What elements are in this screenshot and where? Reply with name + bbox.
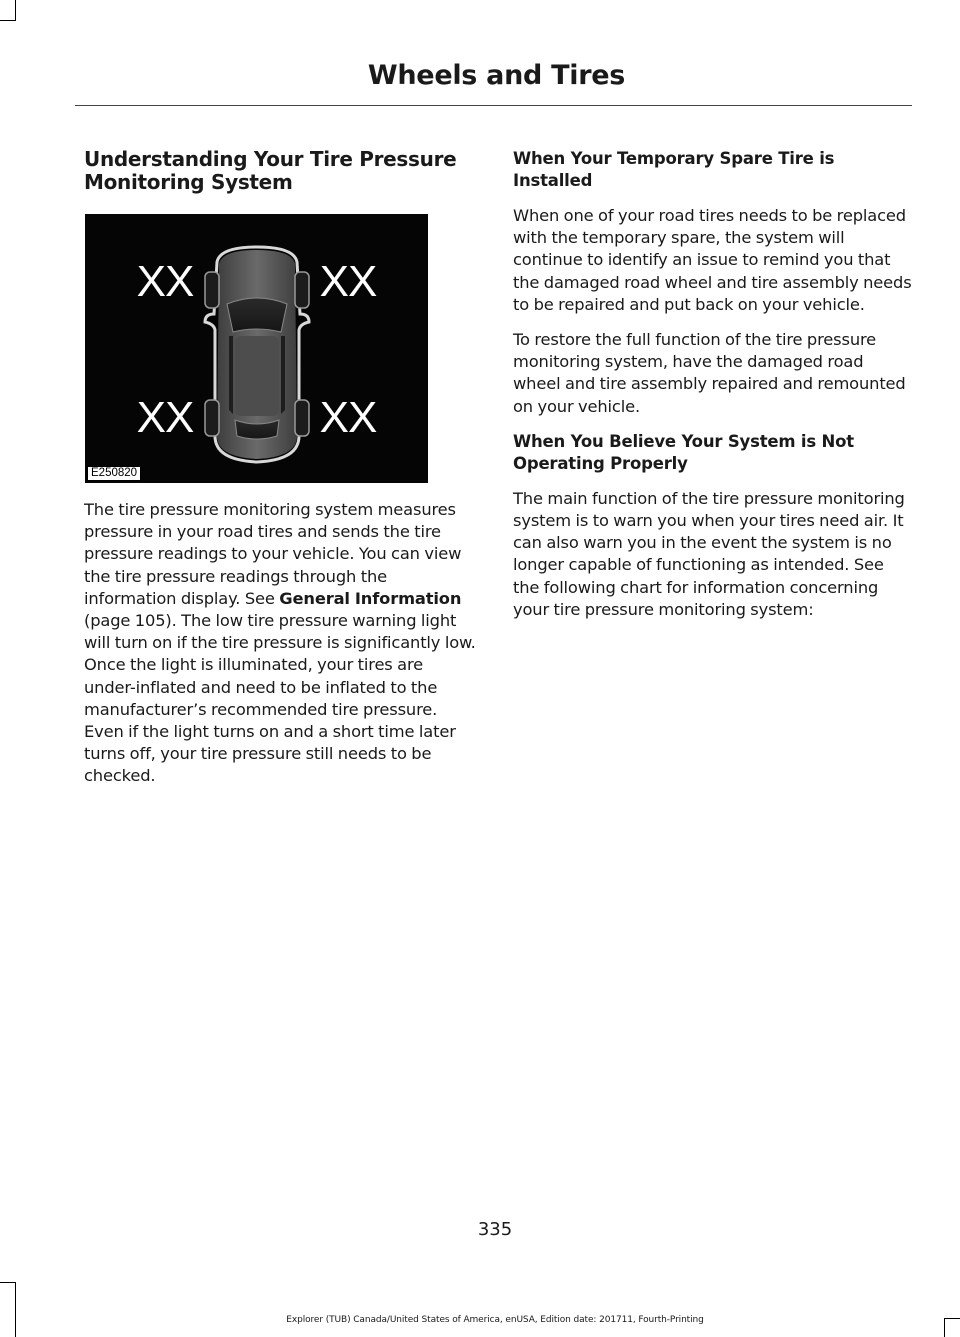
spare-paragraph-2: To restore the full function of the tire pressure monitoring system, have the damaged road wheel and tire assembly repaired and remounted on your vehicle. [513,330,906,416]
figure-id-label: E250820 [87,466,141,481]
heading-understanding-tpms: Understanding Your Tire Pressure Monitoring System [84,147,457,194]
tire-front-right [295,272,309,308]
paragraph-text: The tire pressure monitoring system measures pressure in your road tires and sends the tire pressure readings to your vehicle. You can view the tire pressure readings through the information display. See [84,500,462,608]
crop-mark [0,20,16,21]
car-roof [235,336,279,416]
tpms-display-illustration [85,214,428,483]
tire-rear-right [295,400,309,436]
heading-not-operating: When You Believe Your System is Not Operating Properly [513,431,854,473]
car-windshield [227,298,287,332]
car-side-glass-right [281,336,285,414]
section-title: Wheels and Tires [367,60,625,91]
tpms-display-figure [85,214,428,483]
page-number: 335 [477,1219,513,1240]
crop-mark [15,1282,16,1337]
crop-mark [0,1282,16,1283]
tire-rear-left [205,400,219,436]
heading-temporary-spare: When Your Temporary Spare Tire is Installed [513,149,835,190]
crop-mark [15,0,16,20]
pressure-readout-rear-right: XX [319,393,377,442]
spare-paragraph-1: When one of your road tires needs to be replaced with the temporary spare, the system will continue to identify an issue to remind you that the damaged road wheel and tire assembly needs to be repaired and put back on your vehicle. [513,206,912,314]
tpms-description-paragraph [84,499,476,788]
paragraph-text: (page 105). The low tire pressure warning light will turn on if the tire pressure is significantly low. Once the light is illuminated, your tires are under-inflated and need to be inflated to the manufacturer’s recommended tire pressure. Even if the light turns on and a short time later turns off, your tire pressure still needs to be checked. [84,611,476,786]
left-column [84,148,476,801]
right-column [513,148,913,634]
tire-front-left [205,272,219,308]
general-information-link[interactable]: General Information [279,588,462,608]
pressure-readout-rear-left: XX [136,393,194,442]
header-rule [75,105,912,106]
pressure-readout-front-right: XX [319,257,377,306]
car-side-glass-left [229,336,233,414]
pressure-readout-front-left: XX [136,257,194,306]
edition-footer: Explorer (TUB) Canada/United States of America, enUSA, Edition date: 201711, Fourth-Printing [286,1315,704,1325]
not-operating-paragraph: The main function of the tire pressure monitoring system is to warn you when your tires need air. It can also warn you in the event the system is no longer capable of functioning as intended. See the following chart for information concerning your tire pressure monitoring system: [513,488,905,619]
